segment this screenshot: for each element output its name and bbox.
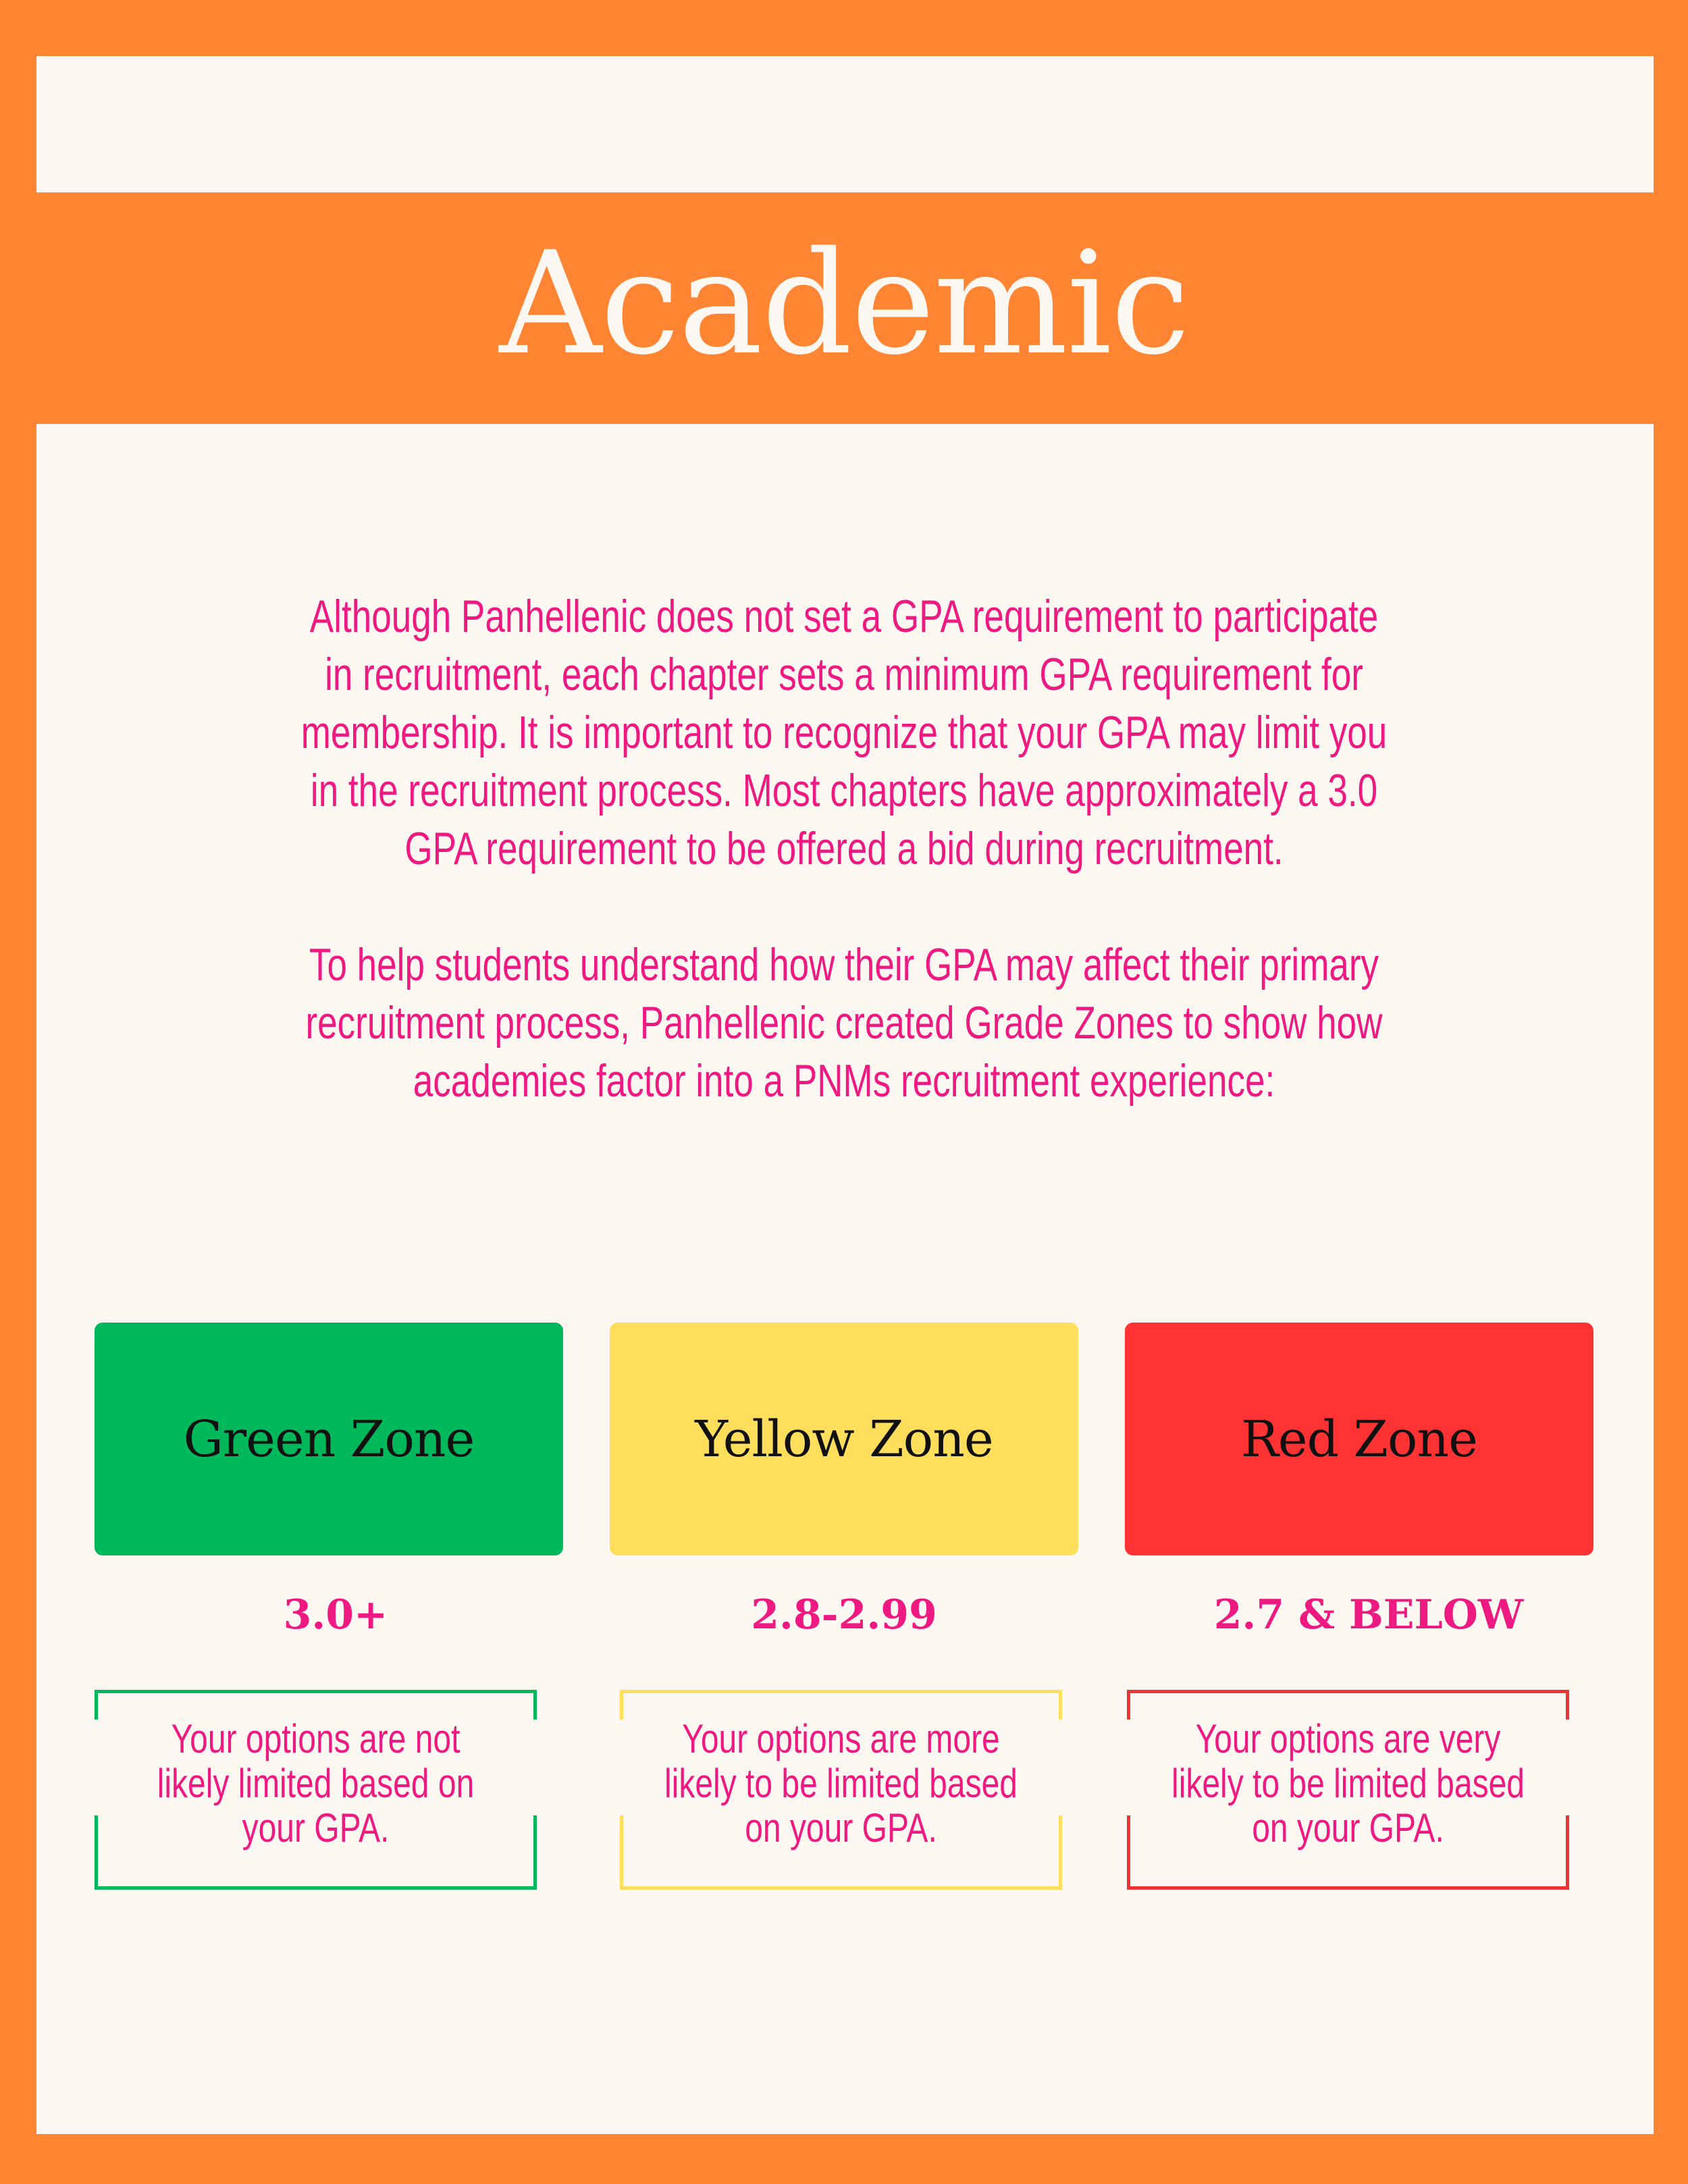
yellow-zone-card <box>610 1323 1078 1555</box>
yellow-zone-gpa: 2.8-2.99 <box>751 1591 937 1639</box>
page-title: Academic <box>499 221 1189 386</box>
red-zone-bracket-top <box>1127 1690 1569 1720</box>
top-banner-panel <box>36 56 1654 192</box>
yellow-zone-description: Your options are more likely to be limited based on your GPA. <box>664 1716 1018 1850</box>
green-zone-description: Your options are not likely limited based on your GPA. <box>157 1716 475 1850</box>
red-zone-title: Red Zone <box>1241 1410 1477 1468</box>
intro-paragraph-2: To help students understand how their GPA may affect their primary recruitment process, Panhellenic created Grade Zones to show how academies factor into a PNMs recruitment experience: <box>305 939 1383 1107</box>
red-zone-description-box <box>1127 1690 1569 1890</box>
green-zone-description-box <box>95 1690 537 1890</box>
yellow-zone-title: Yellow Zone <box>695 1410 993 1468</box>
red-zone-gpa: 2.7 & BELOW <box>1213 1591 1524 1639</box>
red-zone-card <box>1125 1323 1593 1555</box>
yellow-zone-bracket-top <box>620 1690 1062 1720</box>
intro-paragraph-1: Although Panhellenic does not set a GPA requirement to participate in recruitment, each chapter sets a minimum GPA requirement for membership. It is important to recognize that your GPA may limit you in the recruitment process. Most chapters have approximately a 3.0 GPA requirement to be offered a bid during recruitment. <box>300 591 1388 874</box>
red-zone-description: Your options are very likely to be limited based on your GPA. <box>1171 1716 1525 1850</box>
green-zone-card <box>95 1323 563 1555</box>
green-zone-title: Green Zone <box>183 1410 475 1468</box>
green-zone-bracket-top <box>95 1690 537 1720</box>
yellow-zone-description-box <box>620 1690 1062 1890</box>
intro-text <box>291 587 1397 1110</box>
green-zone-gpa: 3.0+ <box>283 1591 388 1639</box>
